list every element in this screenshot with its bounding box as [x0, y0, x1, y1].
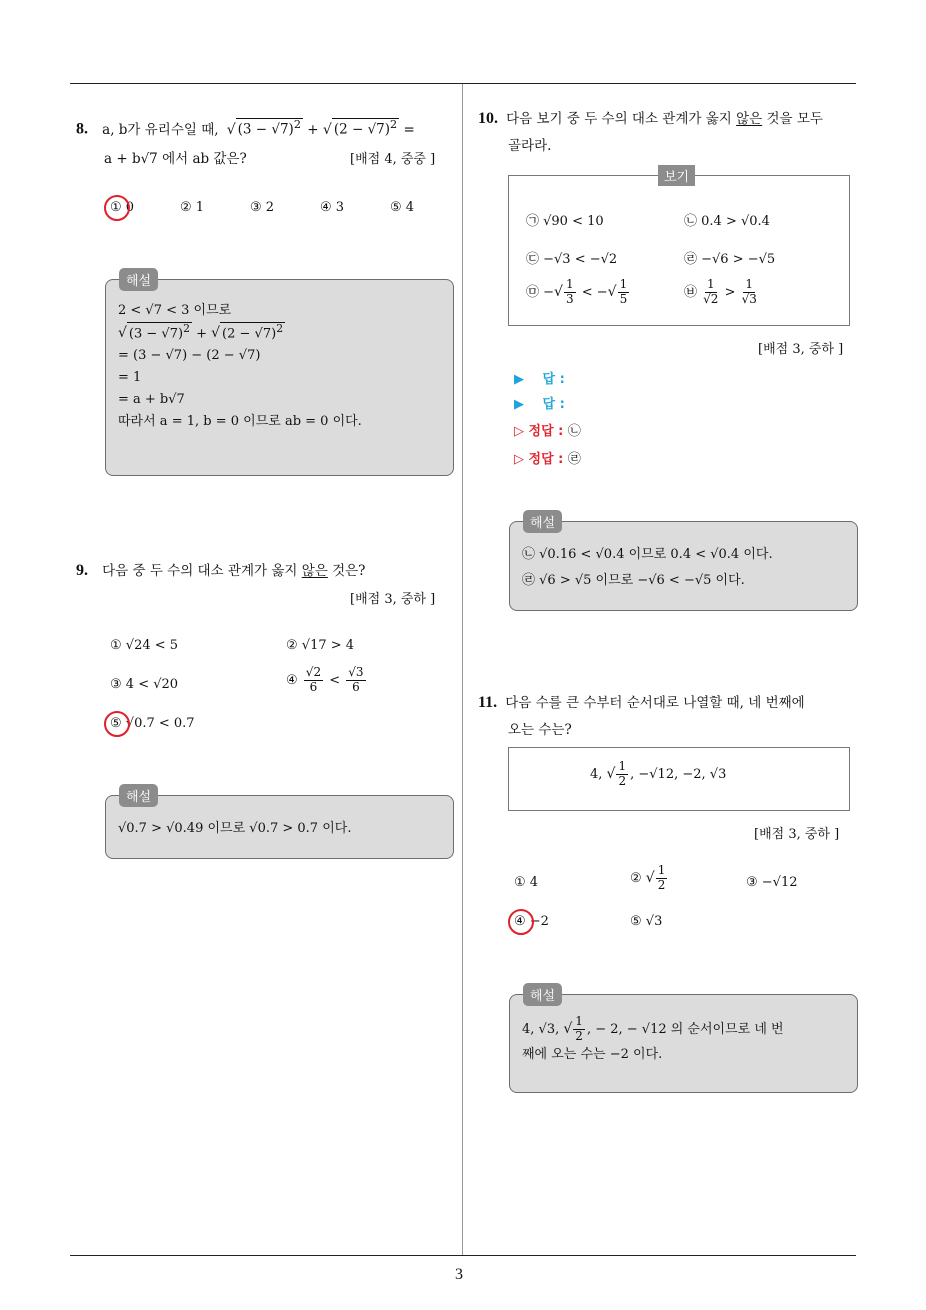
q8-option-4[interactable]: ④ 3 — [320, 200, 345, 215]
question-text-b: 것을 모두 — [762, 111, 823, 127]
question-text: a, b가 유리수일 때, — [102, 121, 219, 138]
fraction: $\frac{1}{2}$ — [657, 863, 666, 892]
q10-explanation-tag: 해설 — [523, 510, 562, 533]
underlined-word: 않은 — [736, 111, 763, 127]
answer-label: 답 : — [542, 372, 565, 387]
answer-mark-circle — [104, 195, 130, 221]
answer-label: 답 : — [542, 397, 565, 412]
q9-explanation-tag: 해설 — [119, 784, 158, 807]
bogi-tag: 보기 — [658, 165, 695, 186]
explain-line: = (3 − √7) − (2 − √7) — [118, 348, 261, 364]
question-8-meta: [배점 4, 중중 ] — [350, 152, 436, 167]
fraction: $\frac{1}{5}$ — [619, 277, 628, 306]
correct-label: 정답 : — [528, 452, 564, 467]
number: 4, — [590, 766, 603, 782]
numbers-list: 4, √ $\frac{1}{2}$ , −√12, −2, √3 — [590, 759, 727, 788]
q9-option-3[interactable]: ③ 4 < √20 — [110, 677, 179, 692]
explain-line: ㉣ √6 > √5 이므로 −√6 < −√5 이다. — [522, 573, 745, 588]
item-number: ㉤ — [526, 284, 540, 300]
top-rule — [70, 83, 856, 84]
numbers-rest: , −√12, −2, √3 — [630, 766, 727, 782]
q11-explanation-tag: 해설 — [523, 983, 562, 1006]
q8-explanation — [118, 300, 362, 433]
fraction: $\frac{√2}{6}$ — [305, 665, 322, 694]
explain-line: 2 < √7 < 3 이므로 — [118, 303, 232, 318]
question-11 — [478, 692, 805, 714]
q11-option-2[interactable]: ② √ $\frac{1}{2}$ — [630, 863, 666, 892]
question-11-line2: 오는 수는? — [508, 722, 572, 738]
question-number: 8. — [76, 120, 88, 138]
option-number: ② — [630, 870, 642, 886]
correct-value: ㉣ — [567, 452, 581, 467]
answer-mark-circle — [508, 909, 534, 935]
question-number: 11. — [478, 694, 498, 711]
q11-option-3[interactable]: ③ −√12 — [746, 875, 798, 890]
correct-answer-1 — [514, 420, 581, 439]
q9-option-2[interactable]: ② √17 > 4 — [286, 638, 355, 653]
bottom-rule — [70, 1255, 856, 1256]
explain-formula: √ $(3 - √7)^2$ + √ $(2 - √7)^2$ — [118, 322, 284, 342]
explain-line: 따라서 a = 1, b = 0 이므로 ab = 0 이다. — [118, 414, 362, 430]
question-10-line2: 골라라. — [508, 138, 552, 154]
fraction: $\frac{1}{√3}$ — [741, 277, 757, 306]
q8-option-3[interactable]: ③ 2 — [250, 200, 275, 215]
explain-part: , − 2, − √12 의 순서이므로 네 번 — [586, 1021, 784, 1037]
question-text-a: 다음 보기 중 두 수의 대소 관계가 옳지 — [506, 111, 737, 127]
bogi-item-6: ㉥ $\frac{1}{√2}$ > $\frac{1}{√3}$ — [684, 277, 757, 306]
outline-triangle-icon: ▷ — [514, 452, 524, 467]
page-number: 3 — [455, 1266, 463, 1283]
question-9-meta: [배점 3, 중하 ] — [350, 592, 436, 607]
q8-explanation-tag: 해설 — [119, 268, 158, 291]
q8-option-5[interactable]: ⑤ 4 — [390, 200, 415, 215]
q11-option-4[interactable]: ④ −2 — [514, 914, 549, 929]
q11-option-5[interactable]: ⑤ √3 — [630, 914, 663, 929]
question-number: 10. — [478, 110, 498, 127]
outline-triangle-icon: ▷ — [514, 424, 524, 439]
question-9 — [76, 560, 365, 582]
q10-explanation — [522, 542, 773, 594]
formula: √ $(3 - √7)^2$ + √ $(2 - √7)^2$ = — [226, 118, 415, 138]
question-11-meta: [배점 3, 중하 ] — [754, 827, 840, 842]
play-triangle-icon: ▶ — [514, 397, 524, 412]
question-8 — [76, 118, 456, 141]
q11-explanation — [522, 1015, 784, 1066]
correct-value: ㉡ — [567, 424, 581, 439]
column-divider — [462, 84, 463, 1256]
q9-explanation: √0.7 > √0.49 이므로 √0.7 > 0.7 이다. — [118, 821, 352, 836]
explain-line: = a + b√7 — [118, 392, 185, 408]
explain-part: 4, √3, — [522, 1021, 560, 1037]
bogi-item-4: ㉣ −√6 > −√5 — [684, 252, 776, 267]
correct-label: 정답 : — [528, 424, 564, 439]
question-10 — [478, 108, 823, 130]
fraction: $\frac{1}{3}$ — [565, 277, 574, 306]
item-number: ㉥ — [684, 284, 698, 300]
explain-line-2: 째에 오는 수는 −2 이다. — [522, 1046, 663, 1062]
q11-option-1[interactable]: ① 4 — [514, 875, 539, 890]
explain-line-1: 4, √3, √ $\frac{1}{2}$ , − 2, − √12 의 순서이므로 네 번 — [522, 1014, 784, 1043]
q9-option-4[interactable]: ④ $\frac{√2}{6}$ < $\frac{√3}{6}$ — [286, 665, 364, 694]
option-number: ④ — [286, 672, 298, 688]
explain-line: = 1 — [118, 370, 142, 386]
q9-option-1[interactable]: ① √24 < 5 — [110, 638, 179, 653]
fraction: $\frac{1}{2}$ — [618, 759, 627, 788]
answer-mark-circle — [104, 711, 130, 737]
bogi-item-2: ㉡ 0.4 > √0.4 — [684, 214, 770, 229]
question-8-line2: a + b√7 에서 ab 값은? — [104, 151, 247, 167]
correct-answer-2 — [514, 448, 581, 467]
question-text-a: 다음 중 두 수의 대소 관계가 옳지 — [102, 563, 302, 579]
underlined-word: 않은 — [301, 563, 328, 579]
question-10-meta: [배점 3, 중하 ] — [758, 342, 844, 357]
bogi-item-1: ㉠ √90 < 10 — [526, 214, 604, 229]
answer-blank-2[interactable] — [514, 393, 565, 412]
q9-option-5[interactable]: ⑤ √0.7 < 0.7 — [110, 716, 195, 731]
fraction: $\frac{1}{√2}$ — [703, 277, 719, 306]
question-text-b: 것은? — [327, 563, 366, 579]
q8-option-1[interactable]: ① 0 — [110, 200, 135, 215]
question-text-a: 다음 수를 큰 수부터 순서대로 나열할 때, 네 번째에 — [505, 695, 805, 711]
q8-option-2[interactable]: ② 1 — [180, 200, 205, 215]
answer-blank-1[interactable] — [514, 368, 565, 387]
bogi-item-3: ㉢ −√3 < −√2 — [526, 252, 618, 267]
bogi-item-5: ㉤ −√ $\frac{1}{3}$ < −√ $\frac{1}{5}$ — [526, 277, 628, 306]
fraction: $\frac{√3}{6}$ — [348, 665, 364, 694]
question-number: 9. — [76, 562, 88, 579]
play-triangle-icon: ▶ — [514, 372, 524, 387]
fraction: $\frac{1}{2}$ — [575, 1014, 583, 1043]
explain-line: ㉡ √0.16 < √0.4 이므로 0.4 < √0.4 이다. — [522, 547, 773, 562]
